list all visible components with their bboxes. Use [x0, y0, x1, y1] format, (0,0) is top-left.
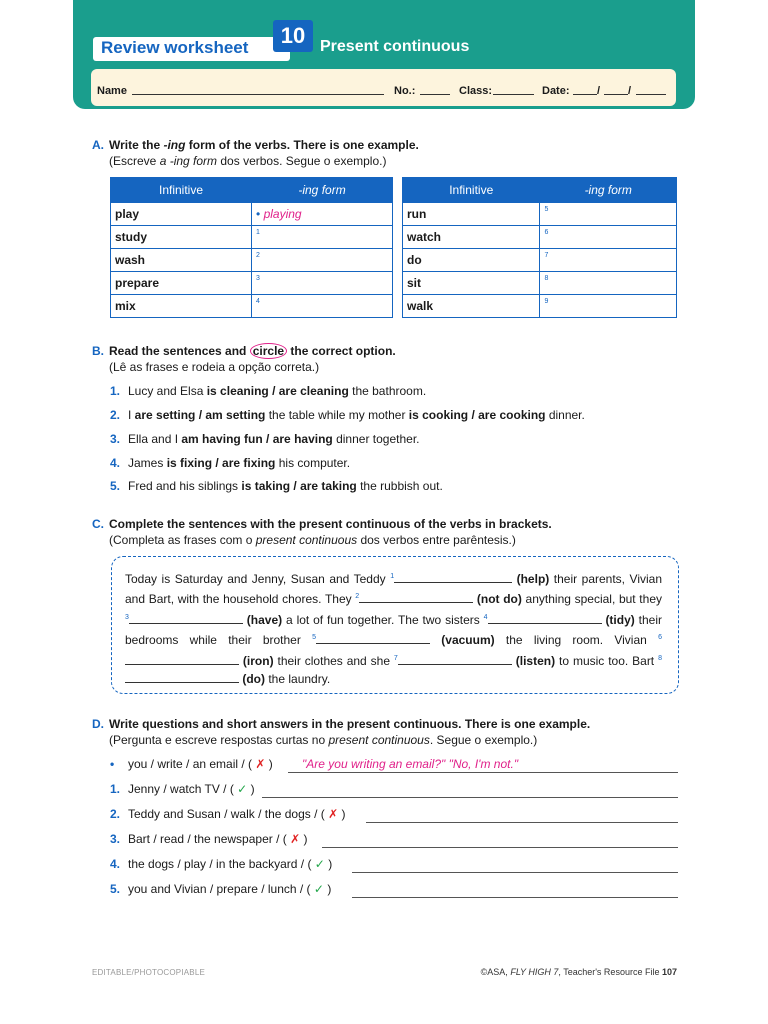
answer-line[interactable]	[322, 847, 678, 848]
section-b-title: Read the sentences and circle the correct option.	[109, 344, 396, 358]
verb-cell: prepare	[111, 272, 252, 295]
blank-6[interactable]	[125, 653, 239, 665]
blank-5[interactable]	[316, 632, 430, 644]
name-label: Name	[97, 85, 127, 97]
table-row	[111, 226, 393, 249]
verb-cell: mix	[111, 295, 252, 318]
student-info-strip	[91, 69, 676, 106]
col-infinitive: Infinitive	[403, 178, 540, 203]
blank-3[interactable]	[129, 612, 243, 624]
section-c-letter: C.	[92, 517, 104, 531]
cross-icon: ✗	[290, 832, 301, 846]
list-item: 3. Ella and I am having fun / are having dinner together.	[110, 432, 420, 446]
answer-cell[interactable]: 9	[540, 295, 677, 318]
tick-icon: ✓	[237, 782, 248, 796]
section-d-subtitle: (Pergunta e escreve respostas curtas no present continuous. Segue o exemplo.)	[109, 733, 538, 747]
answer-cell[interactable]: 2	[252, 249, 393, 272]
list-item: 4. James is fixing / are fixing his computer.	[110, 456, 351, 470]
option-choice[interactable]: is fixing / are fixing	[166, 456, 276, 470]
no-label: No.:	[394, 85, 416, 97]
option-choice[interactable]: are setting / am setting	[134, 408, 266, 422]
section-c-title: Complete the sentences with the present continuous of the verbs in brackets.	[109, 517, 552, 531]
answer-line	[288, 772, 678, 773]
verb-cell: do	[403, 249, 540, 272]
answer-cell[interactable]: 5	[540, 203, 677, 226]
name-field[interactable]	[132, 85, 384, 95]
cloze-paragraph: Today is Saturday and Jenny, Susan and Teddy $^1$ (help) their parents, Vivian and Bart, with the household chores. They $^2$ (not do) anything special, but they $^3$ (have) a lot of fun together. The two sisters $^4$ (tidy) their bedrooms while their brother $^5$ (vacuum) the living room. Vivian $^6$ (iron) their clothes and she $^7$ (listen) to music too. Bart $^8$ (do) the laundry.	[125, 572, 662, 687]
verbs-table-right	[402, 177, 677, 318]
blank-7[interactable]	[398, 653, 512, 665]
example-answer: "Are you writing an email?" "No, I'm not."	[302, 757, 519, 771]
date-day-field[interactable]	[573, 85, 597, 95]
date-label: Date:	[542, 85, 570, 97]
answer-cell[interactable]: 8	[540, 272, 677, 295]
answer-cell[interactable]: 7	[540, 249, 677, 272]
verb-cell: watch	[403, 226, 540, 249]
date-sep-1: /	[597, 85, 601, 97]
table-row	[403, 249, 677, 272]
table-row	[403, 295, 677, 318]
list-item: 4. the dogs / play / in the backyard / ( ✓ )	[110, 857, 678, 873]
section-a-letter: A.	[92, 138, 104, 152]
table-row	[111, 203, 393, 226]
page-number: 107	[661, 967, 677, 977]
section-c-subtitle: (Completa as frases com o present continuous dos verbos entre parêntesis.)	[109, 533, 516, 547]
verbs-table-left	[110, 177, 393, 318]
footer-credit: ©ASA, FLY HIGH 7, Teacher's Resource File 107	[480, 967, 677, 977]
table-row	[403, 226, 677, 249]
cross-icon: ✗	[328, 807, 339, 821]
footer-copy-note: EDITABLE/PHOTOCOPIABLE	[92, 968, 206, 977]
col-ing-form: -ing form	[540, 178, 677, 203]
list-item: 2. Teddy and Susan / walk / the dogs / ( ✗ )	[110, 807, 678, 823]
date-month-field[interactable]	[604, 85, 628, 95]
answer-cell[interactable]: 6	[540, 226, 677, 249]
section-b-letter: B.	[92, 344, 104, 358]
option-choice[interactable]: is taking / are taking	[241, 479, 357, 493]
answer-line[interactable]	[352, 872, 678, 873]
list-item: 3. Bart / read / the newspaper / ( ✗ )	[110, 832, 678, 848]
worksheet-topic: Present continuous	[320, 38, 470, 55]
cross-icon: ✗	[255, 757, 266, 771]
class-field[interactable]	[493, 85, 534, 95]
answer-cell[interactable]: 1	[252, 226, 393, 249]
list-item: 2. I are setting / am setting the table while my mother is cooking / are cooking dinner.	[110, 408, 585, 422]
option-choice[interactable]: am having fun / are having	[181, 432, 333, 446]
worksheet-number: 10	[273, 20, 313, 52]
example-row: • you / write / an email / ( ✗ ) "Are you writing an email?" "No, I'm not."	[110, 757, 678, 773]
tick-icon: ✓	[313, 882, 324, 896]
section-d-title: Write questions and short answers in the present continuous. There is one example.	[109, 717, 591, 731]
blank-1[interactable]	[394, 571, 512, 583]
col-ing-form: -ing form	[252, 178, 393, 203]
verb-cell: wash	[111, 249, 252, 272]
table-row	[111, 249, 393, 272]
table-row	[403, 272, 677, 295]
col-infinitive: Infinitive	[111, 178, 252, 203]
answer-cell[interactable]: 3	[252, 272, 393, 295]
table-row	[111, 272, 393, 295]
blank-2[interactable]	[359, 591, 473, 603]
section-a-subtitle: (Escreve a -ing form dos verbos. Segue o exemplo.)	[109, 154, 387, 168]
verb-cell: sit	[403, 272, 540, 295]
answer-line[interactable]	[352, 897, 678, 898]
blank-8[interactable]	[125, 671, 239, 683]
blank-4[interactable]	[488, 612, 602, 624]
tick-icon: ✓	[314, 857, 325, 871]
section-d-letter: D.	[92, 717, 104, 731]
verb-cell: walk	[403, 295, 540, 318]
answer-cell[interactable]: 4	[252, 295, 393, 318]
date-year-field[interactable]	[636, 85, 666, 95]
worksheet-title: Review worksheet	[101, 38, 249, 57]
verb-cell: run	[403, 203, 540, 226]
section-b-subtitle: (Lê as frases e rodeia a opção correta.)	[109, 360, 320, 374]
list-item: 5. Fred and his siblings is taking / are taking the rubbish out.	[110, 479, 443, 493]
option-choice[interactable]: is cleaning / are cleaning	[206, 384, 349, 398]
table-row	[111, 295, 393, 318]
list-item: 1. Lucy and Elsa is cleaning / are cleaning the bathroom.	[110, 384, 427, 398]
list-item: 1. Jenny / watch TV / ( ✓ )	[110, 782, 678, 798]
list-item: 5. you and Vivian / prepare / lunch / ( ✓ )	[110, 882, 678, 898]
verb-cell: study	[111, 226, 252, 249]
no-field[interactable]	[420, 85, 450, 95]
section-a-title: Write the -ing form of the verbs. There is one example.	[109, 138, 419, 152]
class-label: Class:	[459, 85, 493, 97]
date-sep-2: /	[628, 85, 632, 97]
answer-line[interactable]	[262, 797, 678, 798]
option-choice[interactable]: is cooking / are cooking	[408, 408, 546, 422]
answer-line[interactable]	[366, 822, 678, 823]
answer-cell-example: • playing	[252, 203, 393, 226]
circle-mark: circle	[250, 343, 287, 359]
verb-cell: play	[111, 203, 252, 226]
table-row	[403, 203, 677, 226]
